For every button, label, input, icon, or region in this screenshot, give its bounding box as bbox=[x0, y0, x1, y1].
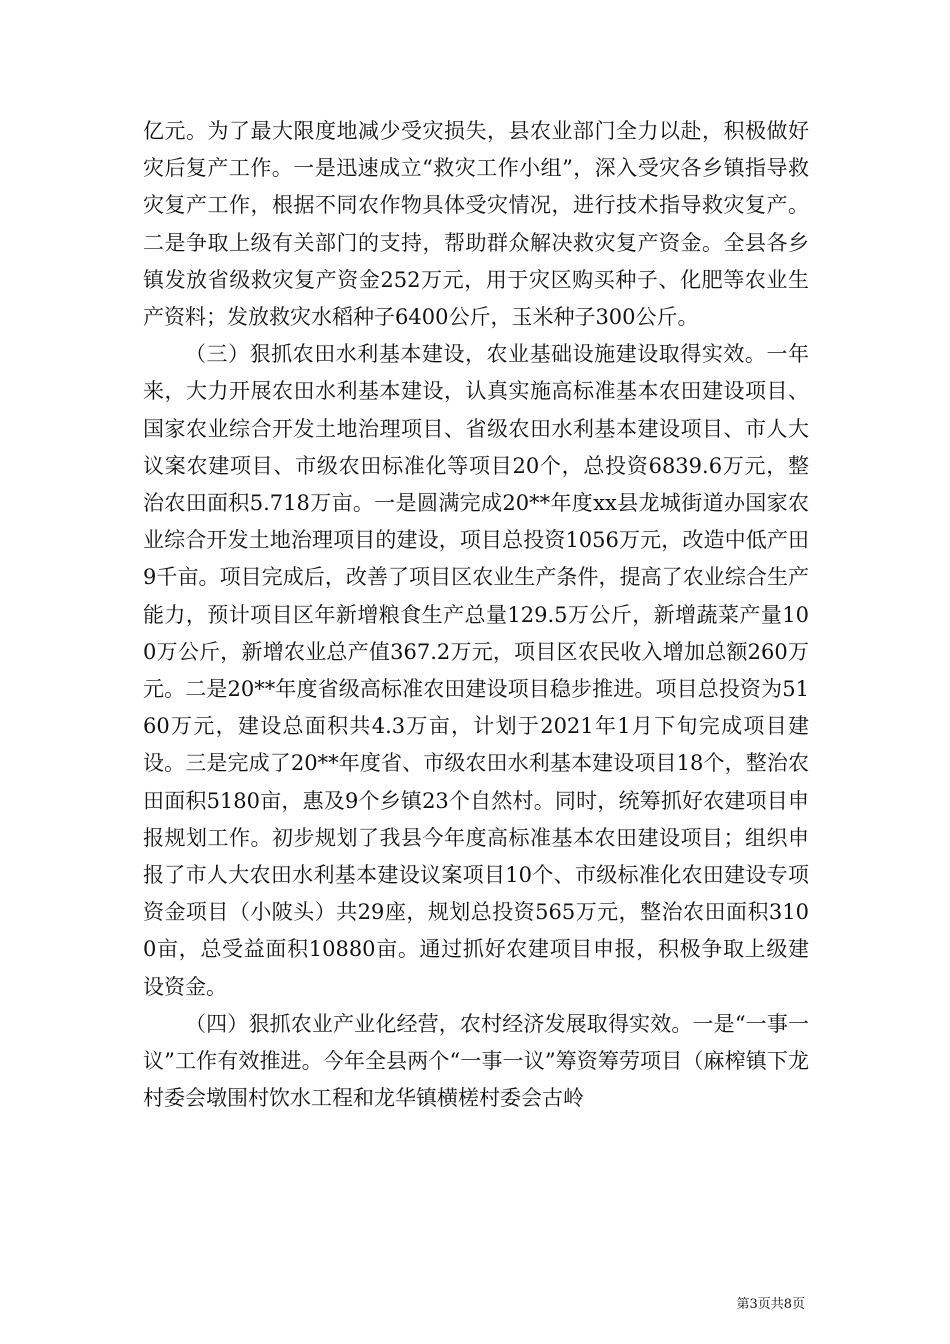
paragraph-section-4: （四）狠抓农业产业化经营，农村经济发展取得实效。一是“一事一议”工作有效推进。今年全县两个“一事一议”筹资筹劳项目（麻榨镇下龙村委会墩围村饮水工程和龙华镇横槎村委会古岭 bbox=[143, 1011, 809, 1111]
paragraph-continuation: 亿元。为了最大限度地减少受灾损失，县农业部门全力以赴，积极做好灾后复产工作。一是迅速成立“救灾工作小组”，深入受灾各乡镇指导救灾复产工作，根据不同农作物具体受灾情况，进行技术指导救灾复产。二是争取上级有关部门的支持，帮助群众解决救灾复产资金。全县各乡镇发放省级救灾复产资金252万元，用于灾区购买种子、化肥等农业生产资料；发放救灾水稻种子6400公斤，玉米种子300公斤。 bbox=[143, 119, 809, 330]
document-body bbox=[143, 113, 809, 1117]
page-number-footer: 第3页共8页 bbox=[736, 1297, 805, 1312]
paragraph-section-3: （三）狠抓农田水利基本建设，农业基础设施建设取得实效。一年来，大力开展农田水利基本建设，认真实施高标准基本农田建设项目、国家农业综合开发土地治理项目、省级农田水利基本建设项目、市人大议案农建项目、市级农田标准化等项目20个，总投资6839.6万元，整治农田面积5.718万亩。一是圆满完成20**年度xx县龙城街道办国家农业综合开发土地治理项目的建设，项目总投资1056万元，改造中低产田9千亩。项目完成后，改善了项目区农业生产条件，提高了农业综合生产能力，预计项目区年新增粮食生产总量129.5万公斤，新增蔬菜产量100万公斤，新增农业总产值367.2万元，项目区农民收入增加总额260万元。二是20**年度省级高标准农田建设项目稳步推进。项目总投资为5160万元，建设总面积共4.3万亩，计划于2021年1月下旬完成项目建设。三是完成了20**年度省、市级农田水利基本建设项目18个，整治农田面积5180亩，惠及9个乡镇23个自然村。同时，统筹抓好农建项目申报规划工作。初步规划了我县今年度高标准基本农田建设项目；组织申报了市人大农田水利基本建设议案项目10个、市级标准化农田建设专项资金项目（小陂头）共29座，规划总投资565万元，整治农田面积3100亩，总受益面积10880亩。通过抓好农建项目申报，积极争取上级建设资金。 bbox=[143, 342, 809, 999]
